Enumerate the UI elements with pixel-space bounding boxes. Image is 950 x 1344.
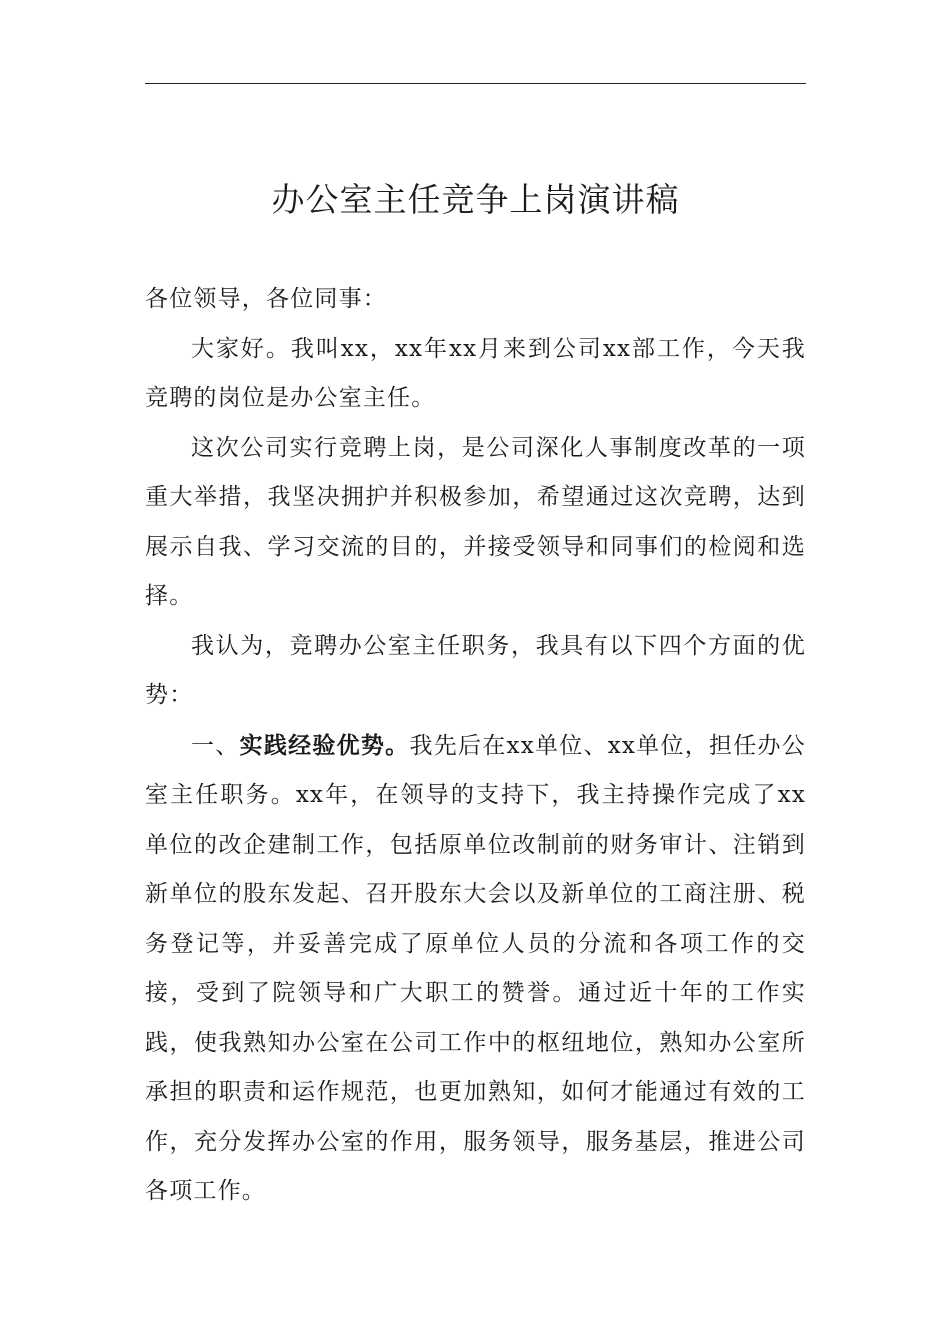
document-title: 办公室主任竞争上岗演讲稿 bbox=[271, 180, 680, 219]
paragraph-advantages-intro: 我认为，竞聘办公室主任职务，我具有以下四个方面的优势： bbox=[145, 632, 806, 708]
section-1-prefix: 一、 bbox=[191, 732, 240, 759]
section-1-heading: 实践经验优势。 bbox=[239, 731, 410, 759]
paragraph-section-1 bbox=[145, 721, 806, 1217]
paragraph-competition: 这次公司实行竞聘上岗，是公司深化人事制度改革的一项重大举措，我坚决拥护并积极参加，希望通过这次竞聘，达到展示自我、学习交流的目的，并接受领导和同事们的检阅和选择。 bbox=[145, 434, 806, 609]
paragraph-greeting: 大家好。我叫xx，xx年xx月来到公司xx部工作，今天我竞聘的岗位是办公室主任。 bbox=[145, 335, 806, 411]
section-1-text: 我先后在xx单位、xx单位，担任办公室主任职务。xx年，在领导的支持下，我主持操作完成了xx单位的改企建制工作，包括原单位改制前的财务审计、注销到新单位的股东发起、召开股东大会以及新单位的工商注册、税务登记等，并妥善完成了原单位人员的分流和各项工作的交接，受到了院领导和广大职工的赞誉。通过近十年的工作实践，使我熟知办公室在公司工作中的枢纽地位，熟知办公室所承担的职责和运作规范，也更加熟知，如何才能通过有效的工作，充分发挥办公室的作用，服务领导，服务基层，推进公司各项工作。 bbox=[145, 732, 806, 1204]
salutation: 各位领导，各位同事： bbox=[145, 286, 387, 312]
header-rule bbox=[145, 83, 806, 84]
document-body bbox=[145, 275, 806, 1217]
